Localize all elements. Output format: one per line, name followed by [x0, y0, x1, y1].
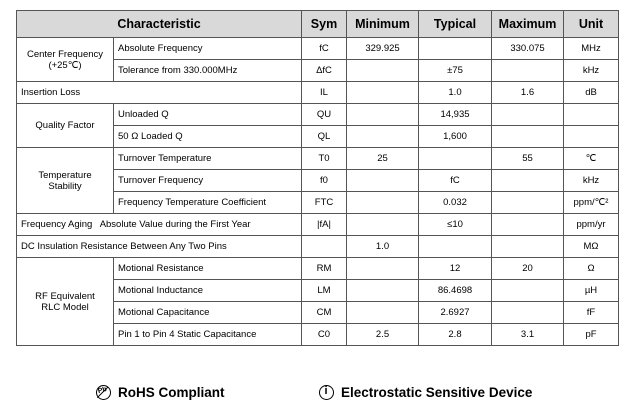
- row-min: [347, 104, 419, 126]
- row-unit: ppm/yr: [564, 214, 619, 236]
- header-row: [17, 11, 619, 38]
- row-typ: 1.0: [419, 82, 492, 104]
- row-sym: RM: [302, 258, 347, 280]
- row-label: Unloaded Q: [114, 104, 302, 126]
- row-unit: fF: [564, 302, 619, 324]
- row-max: 1.6: [492, 82, 564, 104]
- row-typ: 86.4698: [419, 280, 492, 302]
- row-unit: µH: [564, 280, 619, 302]
- row-sym: LM: [302, 280, 347, 302]
- row-min: 25: [347, 148, 419, 170]
- header-characteristic: Characteristic: [17, 11, 302, 38]
- row-min: [347, 82, 419, 104]
- spec-table: [16, 10, 619, 346]
- table-row: [17, 38, 619, 60]
- row-sym: FTC: [302, 192, 347, 214]
- row-min: [347, 258, 419, 280]
- group-temperature-stability: Temperature Stability: [17, 148, 114, 214]
- row-min: [347, 170, 419, 192]
- row-max: [492, 104, 564, 126]
- esd-label: Electrostatic Sensitive Device: [341, 385, 533, 400]
- row-max: 20: [492, 258, 564, 280]
- header-maximum: Maximum: [492, 11, 564, 38]
- row-max: [492, 280, 564, 302]
- row-sym: [302, 236, 347, 258]
- row-max: [492, 170, 564, 192]
- row-unit: MΩ: [564, 236, 619, 258]
- row-sym: IL: [302, 82, 347, 104]
- rohs-label: RoHS Compliant: [118, 385, 225, 400]
- row-sym: |fA|: [302, 214, 347, 236]
- row-label: Absolute Frequency: [114, 38, 302, 60]
- row-label: Frequency Temperature Coefficient: [114, 192, 302, 214]
- row-sym: C0: [302, 324, 347, 346]
- row-typ: [419, 236, 492, 258]
- row-unit: pF: [564, 324, 619, 346]
- row-min: [347, 214, 419, 236]
- lead-free-icon: [96, 385, 111, 400]
- row-max: [492, 302, 564, 324]
- row-unit: MHz: [564, 38, 619, 60]
- row-typ: 14,935: [419, 104, 492, 126]
- row-min: 1.0: [347, 236, 419, 258]
- header-minimum: Minimum: [347, 11, 419, 38]
- row-label: Motional Capacitance: [114, 302, 302, 324]
- table-row: [17, 258, 619, 280]
- group-quality-factor: Quality Factor: [17, 104, 114, 148]
- header-sym: Sym: [302, 11, 347, 38]
- row-unit: [564, 104, 619, 126]
- row-unit: [564, 126, 619, 148]
- row-label: Pin 1 to Pin 4 Static Capacitance: [114, 324, 302, 346]
- row-max: [492, 236, 564, 258]
- group-center-frequency: Center Frequency (+25℃): [17, 38, 114, 82]
- row-sym: ΔfC: [302, 60, 347, 82]
- row-typ: 12: [419, 258, 492, 280]
- row-sym: fC: [302, 38, 347, 60]
- row-min: [347, 126, 419, 148]
- table-row: [17, 104, 619, 126]
- row-max: [492, 126, 564, 148]
- row-label: Motional Inductance: [114, 280, 302, 302]
- row-min: 2.5: [347, 324, 419, 346]
- row-label: Tolerance from 330.000MHz: [114, 60, 302, 82]
- row-typ: 2.6927: [419, 302, 492, 324]
- row-label: Frequency Aging Absolute Value during the First Year: [17, 214, 302, 236]
- group-rlc-model: RF Equivalent RLC Model: [17, 258, 114, 346]
- row-unit: Ω: [564, 258, 619, 280]
- row-label: DC Insulation Resistance Between Any Two Pins: [17, 236, 302, 258]
- row-label: Motional Resistance: [114, 258, 302, 280]
- info-circle-icon: [319, 385, 334, 400]
- row-sym: CM: [302, 302, 347, 324]
- row-sym: QU: [302, 104, 347, 126]
- row-label: Turnover Frequency: [114, 170, 302, 192]
- header-unit: Unit: [564, 11, 619, 38]
- row-min: [347, 192, 419, 214]
- row-typ: 0.032: [419, 192, 492, 214]
- row-typ: [419, 148, 492, 170]
- row-max: 3.1: [492, 324, 564, 346]
- row-unit: kHz: [564, 170, 619, 192]
- row-max: [492, 214, 564, 236]
- table-row: [17, 148, 619, 170]
- row-unit: ppm/℃²: [564, 192, 619, 214]
- row-max: 55: [492, 148, 564, 170]
- esd-badge: [319, 385, 532, 400]
- row-label: Turnover Temperature: [114, 148, 302, 170]
- row-min: [347, 302, 419, 324]
- header-typical: Typical: [419, 11, 492, 38]
- row-sym: T0: [302, 148, 347, 170]
- row-min: [347, 280, 419, 302]
- table-row: [17, 236, 619, 258]
- row-unit: dB: [564, 82, 619, 104]
- row-typ: [419, 38, 492, 60]
- row-typ: ±75: [419, 60, 492, 82]
- row-label: 50 Ω Loaded Q: [114, 126, 302, 148]
- row-typ: 2.8: [419, 324, 492, 346]
- rohs-badge: [96, 385, 225, 400]
- row-unit: ℃: [564, 148, 619, 170]
- table-row: [17, 214, 619, 236]
- row-typ: ≤10: [419, 214, 492, 236]
- row-max: 330.075: [492, 38, 564, 60]
- row-label: Insertion Loss: [17, 82, 302, 104]
- row-max: [492, 192, 564, 214]
- row-typ: fC: [419, 170, 492, 192]
- row-sym: f0: [302, 170, 347, 192]
- row-unit: kHz: [564, 60, 619, 82]
- row-min: [347, 60, 419, 82]
- row-min: 329.925: [347, 38, 419, 60]
- row-typ: 1,600: [419, 126, 492, 148]
- row-sym: QL: [302, 126, 347, 148]
- table-row: [17, 82, 619, 104]
- row-max: [492, 60, 564, 82]
